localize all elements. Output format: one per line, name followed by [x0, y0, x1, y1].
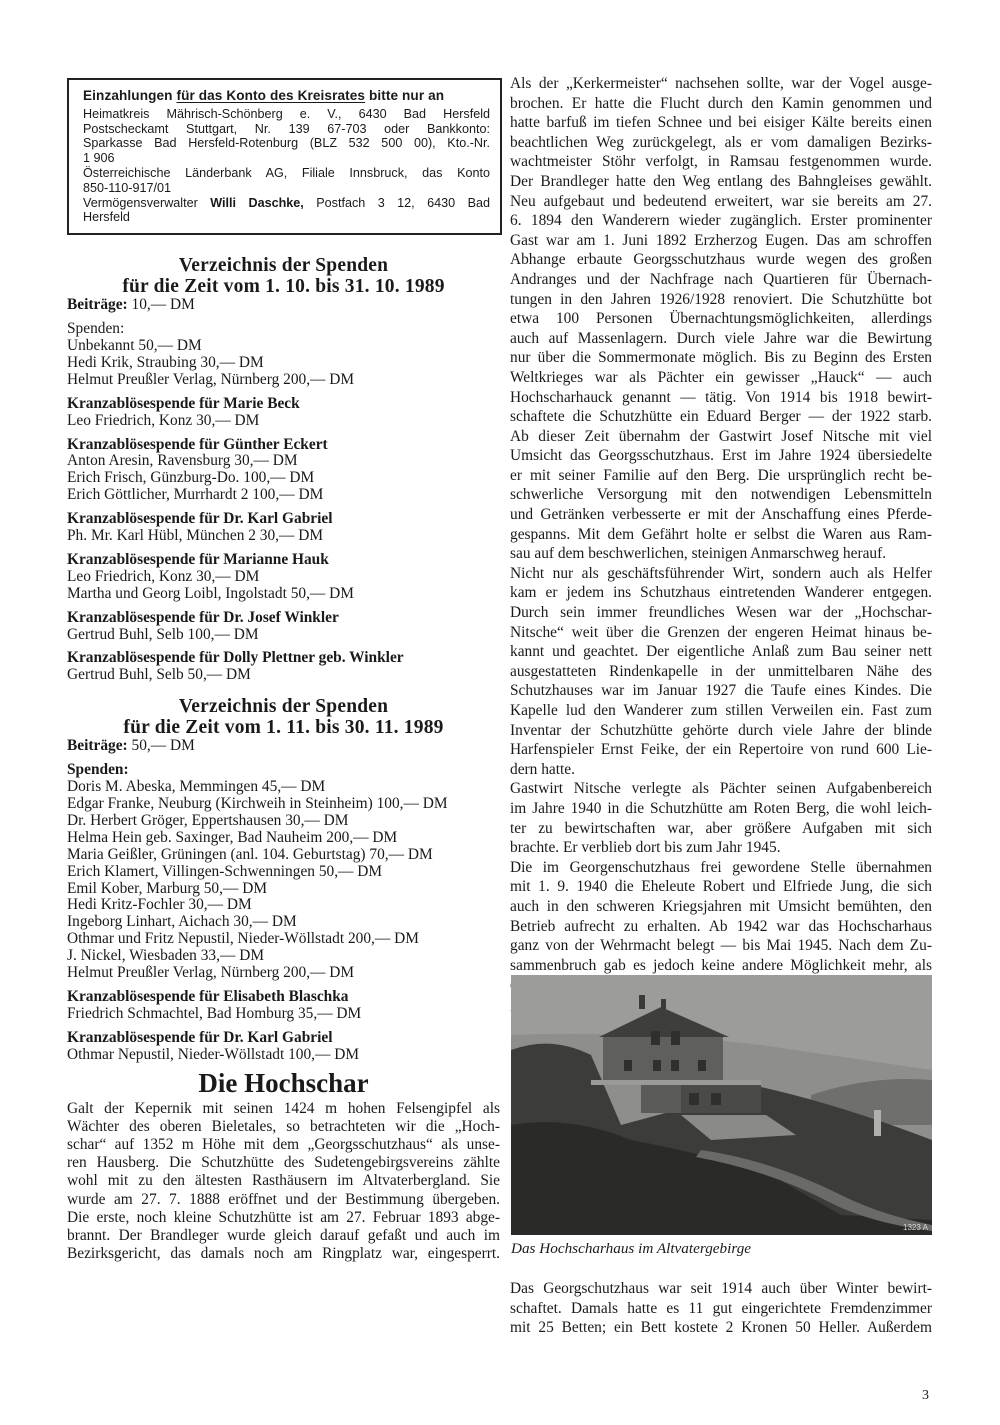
article-line: im Jahre 1940 in die Schutzhütte am Roten Berg, die wohl leich-: [510, 799, 932, 817]
beitraege-label: Beiträge:: [67, 296, 128, 314]
kranz-heading: Kranzablösespende für Günther Eckert: [67, 435, 328, 453]
donation-entry: Maria Geißler, Grüningen (anl. 104. Geburtstag) 70,— DM: [67, 845, 433, 863]
article-line: schwerliche Versorgung mit den notwendigen Lebensmitteln: [510, 486, 932, 504]
article-line: Kapelle lud den Wanderer zum stillen Verweilen ein. Fast zum: [510, 702, 932, 719]
donation-entry: Hedi Kritz-Fochler 30,— DM: [67, 896, 252, 914]
account-box-title: [83, 89, 490, 104]
article-line: Neu aufgebaut und bedeutend erweitert, war sie bereits am 27.: [510, 192, 932, 210]
article-line: ren Hausberg. Die Schutzhütte des Sudetengebirgsvereins zählte: [67, 1154, 500, 1172]
article-line: beachtlichen Weg zurückgelegt, als er vom damaligen Bezirks-: [510, 133, 932, 151]
article-line: auch in den schweren Kriegsjahren mit Umsicht bemühten, den: [510, 897, 932, 915]
article-line: Das Georgschutzhaus war seit 1914 auch über Winter bewirt-: [510, 1280, 932, 1297]
article-line: schaftete die Schutzhütte ein Eduard Berger — der 1922 starb.: [510, 408, 932, 426]
article-line: Wächter des oberen Bieletales, so betrachteten wir die „Hoch-: [67, 1117, 500, 1135]
article-line: Nicht nur als geschäftsführender Wirt, sondern auch als Helfer: [510, 564, 932, 582]
account-info-box: [67, 78, 502, 235]
donation-entry: Helma Hein geb. Saxinger, Bad Nauheim 200,— DM: [67, 828, 398, 846]
donation-entry: Erich Frisch, Günzburg-Do. 100,— DM: [67, 469, 315, 487]
account-line: 1 906: [83, 151, 115, 166]
november-beitraege: [67, 738, 500, 755]
article-line: mit 25 Betten; ein Bett kostete 2 Kronen 50 Heller. Außerdem: [510, 1319, 932, 1337]
article-paragraph: [510, 74, 932, 564]
article-line: ter zu bewirtschaften war, aber größere Aufgaben mit sich: [510, 819, 932, 837]
mountain-hut-image: [511, 975, 932, 1235]
kranz-heading: Kranzablösespende für Marie Beck: [67, 394, 300, 412]
october-heading-line1: Verzeichnis der Spenden: [178, 255, 389, 277]
donation-entry: Othmar und Fritz Nepustil, Nieder-Wöllstadt 200,— DM: [67, 930, 419, 948]
article-line: Gastwirt Nitsche verlegte als Pächter seinen Aufgabenbereich: [510, 780, 932, 798]
article-line: und Getränken verbesserte er mit der Anschaffung eines Pferde-: [510, 506, 932, 524]
kranz-heading: Kranzablösespende für Dr. Karl Gabriel: [67, 1028, 333, 1046]
kranz-heading: Kranzablösespende für Marianne Hauk: [67, 550, 329, 568]
article-line: tungen in den Jahren 1926/1928 renoviert. Die Schutzhütte bot: [510, 290, 932, 308]
article-line: wachtmeister Stöhr verfolgt, in Ramsau festgenommen wurde.: [510, 153, 932, 171]
account-box-title-suffix: bitte nur an: [365, 88, 445, 103]
photo-caption: Das Hochscharhaus im Altvatergebirge: [511, 1240, 752, 1257]
article-line: Schutzhauses war im Januar 1927 die Taufe eines Kindes. Die: [510, 682, 932, 700]
hochscharhaus-photo: [511, 975, 932, 1235]
donation-entry: Doris M. Abeska, Memmingen 45,— DM: [67, 778, 326, 796]
november-heading: [67, 696, 500, 738]
beitraege-value: 50,— DM: [127, 737, 195, 755]
article-line: kannt und geachtet. Der eigentliche Anlaß zum Bau seiner nett: [510, 643, 932, 661]
article-line: Die erste, noch kleine Schutzhütte ist am 27. Februar 1893 abge-: [67, 1208, 500, 1226]
account-line: Österreichische Länderbank AG, Filiale Innsbruck, das Konto: [83, 165, 490, 180]
november-heading-line1: Verzeichnis der Spenden: [178, 696, 389, 718]
beitraege-value: 10,— DM: [127, 296, 195, 314]
article-line: Weltkrieges war als Pächter ein gewisser „Hauck“ — auch: [510, 368, 932, 386]
article-line: sammenbruch gab es jedoch keine andere Möglichkeit mehr, als: [510, 956, 932, 974]
article-paragraph-after-photo: [510, 1279, 932, 1338]
october-heading-line2: für die Zeit vom 1. 10. bis 31. 10. 1989: [122, 276, 445, 298]
account-last-prefix: Vermögensverwalter: [83, 195, 211, 210]
donation-entry: Ph. Mr. Karl Hübl, München 2 30,— DM: [67, 527, 324, 545]
article-title: Die Hochschar: [198, 1067, 369, 1098]
article-line: Als der „Kerkermeister“ nachsehen sollte, war der Vogel ausge-: [510, 75, 932, 92]
october-heading: [67, 255, 500, 297]
article-line: wurde am 27. 7. 1888 eröffnet und der Bestimmung übergeben.: [67, 1190, 500, 1208]
account-line: [83, 196, 490, 211]
account-line: Postscheckamt Stuttgart, Nr. 139 67-703 oder Bankkonto:: [83, 121, 490, 136]
account-line: 850-110-917/01: [83, 180, 171, 195]
article-line: Umsicht das Georgsschutzhaus. Erst im Jahre 1924 übersiedelte: [510, 447, 932, 465]
donation-entry: Anton Aresin, Ravensburg 30,— DM: [67, 452, 298, 470]
article-line: Gast war am 1. Juni 1892 Erzherzog Eugen. Das am schroffen: [510, 231, 932, 249]
article-line: mit 1. 9. 1940 die Eheleute Robert und Elfriede Jung, die sich: [510, 878, 932, 896]
article-line: dern hatte.: [510, 760, 575, 778]
account-box-title-underlined: für das Konto des Kreisrates: [176, 88, 366, 103]
article-line: kam er jedem ins Schutzhaus eintretenden Wanderer entgegen.: [510, 584, 932, 602]
page-number: 3: [922, 1388, 929, 1403]
donation-entry: Gertrud Buhl, Selb 100,— DM: [67, 625, 259, 643]
article-line: Ab dieser Zeit übernahm der Gastwirt Josef Nitsche mit viel: [510, 427, 932, 445]
kranz-heading: Kranzablösespende für Dolly Plettner geb. Winkler: [67, 649, 404, 667]
article-line: Die im Georgenschutzhaus frei gewordene Stelle übernahmen: [510, 858, 932, 876]
donation-entry: Ingeborg Linhart, Aichach 30,— DM: [67, 913, 297, 931]
article-line: schaftet. Damals hatte es 11 gut eingerichtete Fremdenzimmer: [510, 1299, 932, 1317]
article-line: Hochscharhauck genannt — tätig. Von 1914 bis 1918 bewirt-: [510, 388, 932, 406]
donation-entry: Unbekannt 50,— DM: [67, 336, 202, 354]
article-body-left: [67, 1100, 500, 1264]
article-line: ausgestatteten Rindenkapelle in der unmittelbaren Nähe des: [510, 662, 932, 680]
article-line: Inventar der Schutzhütte gehörte durch viele Jahre der blinde: [510, 721, 932, 739]
article-line: Andranges und der Nachfrage nach Quartieren für Übernach-: [510, 270, 932, 288]
donation-entry: Othmar Nepustil, Nieder-Wöllstadt 100,— DM: [67, 1045, 360, 1063]
article-line: Bezirksgericht, das damals noch am Ringplatz war, eingesperrt.: [67, 1245, 500, 1263]
account-line: Heimatkreis Mährisch-Schönberg e. V., 6430 Bad Hersfeld: [83, 106, 490, 121]
article-line: nur über die Sommermonate möglich. Bis zu Beginn des Ersten: [510, 349, 932, 367]
donation-entry: Martha und Georg Loibl, Ingolstadt 50,— DM: [67, 584, 354, 602]
account-line: Hersfeld: [83, 210, 130, 225]
kranz-heading: Kranzablösespende für Dr. Josef Winkler: [67, 608, 339, 626]
october-beitraege: [67, 297, 500, 314]
donation-entry: Helmut Preußler Verlag, Nürnberg 200,— DM: [67, 964, 355, 982]
november-heading-line2: für die Zeit vom 1. 11. bis 30. 11. 1989: [123, 717, 444, 739]
article-line: schar“ auf 1352 m Höhe mit dem „Georgsschutzhaus“ als unse-: [67, 1136, 500, 1154]
account-manager-name: Willi Daschke,: [210, 195, 304, 210]
donation-entry: Emil Kober, Marburg 50,— DM: [67, 879, 268, 897]
article-line: brachte. Er verblieb dort bis zum Jahr 1945.: [510, 839, 781, 857]
article-line: brochen. Er hatte die Flucht durch den Kamin genommen und: [510, 94, 932, 112]
donation-entry: Gertrud Buhl, Selb 50,— DM: [67, 666, 251, 684]
november-spenden-label: Spenden:: [67, 761, 129, 779]
donation-entry: Leo Friedrich, Konz 30,— DM: [67, 567, 260, 585]
donation-entry: Erich Klamert, Villingen-Schwenningen 50,— DM: [67, 862, 383, 880]
donation-entry: Edgar Franke, Neuburg (Kirchweih in Steinheim) 100,— DM: [67, 795, 448, 813]
article-line: etwa 100 Personen Übernachtungsmöglichkeiten, allerdings: [510, 310, 932, 328]
article-line: auch auf Massenlagern. Durch viele Jahre war die Bewirtung: [510, 329, 932, 347]
right-column: [510, 74, 932, 1015]
article-line: Durch sein immer freundliches Wesen war der „Hochschar-: [510, 604, 932, 622]
left-column: [67, 78, 500, 1263]
article-line: hatte barfuß im tiefen Schnee und bei eisiger Kälte bereits einen: [510, 114, 932, 132]
article-line: ganz von der Wehrmacht belegt — bis Mai 1945. Nach dem Zu-: [510, 937, 932, 955]
article-line: Betrieb aufrecht zu erhalten. Ab 1942 war das Hochscharhaus: [510, 917, 932, 935]
article-line: gespanns. Mit dem Gefährt holte er selbst die Waren aus Ram-: [510, 525, 932, 543]
donation-entry: Helmut Preußler Verlag, Nürnberg 200,— DM: [67, 370, 355, 388]
article-paragraph: [510, 564, 932, 780]
article-paragraph: [510, 779, 932, 857]
account-last-suffix: Postfach 3 12, 6430 Bad: [303, 195, 491, 210]
article-line: brannt. Der Brandleger wurde gleich darauf gefaßt und auch im: [67, 1227, 500, 1245]
donation-entry: Erich Göttlicher, Murrhardt 2 100,— DM: [67, 486, 324, 504]
article-line: er mit seiner Familie auf den Berg. Die ursprünglich recht be-: [510, 466, 932, 484]
account-box-title-prefix: Einzahlungen: [83, 88, 177, 103]
beitraege-label: Beiträge:: [67, 737, 128, 755]
article-line: Nitsche“ weit über die Grenzen der engeren Heimat hinaus be-: [510, 623, 932, 641]
kranz-heading: Kranzablösespende für Elisabeth Blaschka: [67, 987, 349, 1005]
article-line: wohl mit zu den ältesten Rasthäusern im Altvaterbergland. Sie: [67, 1172, 500, 1190]
october-spenden-label: Spenden:: [67, 320, 125, 338]
donation-entry: Friedrich Schmachtel, Bad Homburg 35,— DM: [67, 1004, 362, 1022]
article-line: Der Brandleger hatte den Weg entlang des Bahngleises gewählt.: [510, 172, 932, 190]
article-line: Galt der Kepernik mit seinen 1424 m hohen Felsengipfel als: [67, 1099, 500, 1117]
donation-entry: Leo Friedrich, Konz 30,— DM: [67, 411, 260, 429]
donation-entry: Hedi Krik, Straubing 30,— DM: [67, 353, 264, 371]
donation-entry: J. Nickel, Wiesbaden 33,— DM: [67, 947, 265, 965]
kranz-heading: Kranzablösespende für Dr. Karl Gabriel: [67, 510, 333, 528]
account-line: Sparkasse Bad Hersfeld-Rotenburg (BLZ 532 500 00), Kto.-Nr.: [83, 136, 490, 151]
article-line: sau auf dem beschwerlichen, steinigen Anmarschweg herauf.: [510, 545, 887, 563]
article-line: Harfenspieler Ernst Feike, der ein Repertoire von rund 600 Lie-: [510, 741, 932, 759]
photo-stamp: 1323 A: [903, 1223, 928, 1232]
donation-entry: Dr. Herbert Gröger, Eppertshausen 30,— DM: [67, 811, 349, 829]
article-line: 6. 1894 den Wanderern wieder zugänglich. Erster prominenter: [510, 212, 932, 230]
article-line: Abhange erbaute Georgsschutzhaus wurde wegen des großen: [510, 251, 932, 269]
